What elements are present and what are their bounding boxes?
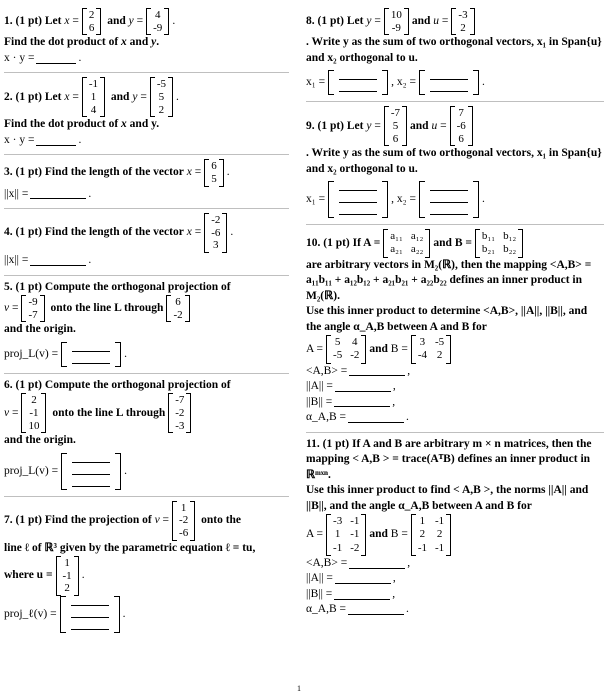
p4-answer-blank[interactable] <box>30 256 86 266</box>
problem-11: 11. (1 pt) If A and B are arbitrary m × n matrices, then the mapping < A,B > = trace(AᵀB) defines an inner product in ℝᵐˣⁿ. Use this inner product to find < A,B >, the norms ||A|| and ||B||, and the angle α_A,B between A and B for A = -3 -1 1 -1 -1 -2 and B = 1 -1 2 2 -1 -1 <A,B> = , ||A|| = , ||B|| = , α_A,B = . <box>306 432 604 624</box>
p2-label: 2. (1 pt) Let <box>4 90 62 103</box>
p4-x-vector: -2 -6 3 <box>204 213 227 253</box>
p3-x-vector: 6 5 <box>204 159 224 186</box>
p2-task: Find the dot product of <box>4 118 119 131</box>
p7-u-vector: 1 -1 2 <box>56 556 79 596</box>
p8-u-vector: -3 2 <box>451 8 474 35</box>
p11-a-matrix: -3 -1 1 -1 -1 -2 <box>326 514 366 556</box>
p9-label: 9. (1 pt) Let <box>306 119 364 132</box>
p3-label: 3. (1 pt) Find the length of the vector <box>4 166 184 179</box>
problem-4: 4. (1 pt) Find the length of the vector x = -2 -6 3 . ||x|| = . <box>4 208 289 274</box>
p5-label: 5. (1 pt) Compute the orthogonal projection of <box>4 280 231 293</box>
p5-answer-label: proj_L(v) = <box>4 347 59 360</box>
p1-y-vector: 4 -9 <box>146 8 169 35</box>
p7-answer-label: proj_ℓ(v) = <box>4 607 57 620</box>
p5-answer-vector[interactable] <box>61 342 121 367</box>
problem-9: 9. (1 pt) Let y = -7 5 6 and u = 7 -6 6 . Write y as the sum of two orthogonal vectors, x₁ in Span{u} and x₂ orthogonal to u. x₁ = , x₂ = . <box>306 101 604 224</box>
p3-answer-blank[interactable] <box>30 189 86 199</box>
problem-5: 5. (1 pt) Compute the orthogonal projection of v = -9 -7 onto the line L through 6 -2 and the origin. proj_L(v) = . <box>4 275 289 373</box>
p7-answer-vector[interactable] <box>60 596 120 633</box>
p11-norm-b-blank[interactable] <box>334 590 390 600</box>
p11-ip-blank[interactable] <box>349 559 405 569</box>
p10-a-general: a₁₁ a₁₂ a₂₁ a₂₂ <box>383 229 430 257</box>
p8-x1-label: x₁ = <box>306 76 326 89</box>
p11-ip-label: <A,B> = <box>306 556 348 569</box>
p1-answer-blank[interactable] <box>36 54 76 64</box>
p7-label: 7. (1 pt) Find the projection of <box>4 513 152 526</box>
p6-end: and the origin. <box>4 434 76 447</box>
p11-angle-label: α_A,B = <box>306 603 346 616</box>
p9-x2-label: , x₂ = <box>391 193 416 205</box>
p10-text1: are arbitrary vectors in M₂(ℝ), then the mapping <A,B> = a₁₁b₁₁ + a₁₂b₁₂ + a₂₁b₂₁ + a₂₂b₂₂ defines an inner product in M₂(ℝ). <box>306 258 592 302</box>
p6-w-vector: -7 -2 -3 <box>168 393 191 433</box>
p11-b-matrix: 1 -1 2 2 -1 -1 <box>411 514 451 556</box>
p5-v-vector: -9 -7 <box>21 295 44 322</box>
p8-x2-answer[interactable] <box>419 70 479 95</box>
p4-answer-label: ||x|| = <box>4 253 29 266</box>
p1-label: 1. (1 pt) Let <box>4 14 62 27</box>
p1-task: Find the dot product of <box>4 36 119 49</box>
p9-x1-label: x₁ = <box>306 193 326 205</box>
p1-answer-label: x · y = <box>4 51 35 64</box>
p11-norm-b-label: ||B|| = <box>306 587 333 600</box>
p11-text2: Use this inner product to find < A,B >, the norms ||A|| and ||B||, and the angle α_A,B between A and B for <box>306 484 589 512</box>
p5-end: and the origin. <box>4 323 76 336</box>
p9-u-vector: 7 -6 6 <box>450 106 473 146</box>
p6-mid: onto the line L through <box>52 406 166 419</box>
p9-x2-answer[interactable] <box>419 181 479 218</box>
page-number: 1 <box>297 684 301 693</box>
p7-line: line ℓ of ℝ³ given by the parametric equation ℓ = tu, <box>4 541 256 554</box>
p7-mid: onto the <box>201 513 242 526</box>
p7-v-vector: 1 -2 -6 <box>172 501 195 541</box>
p11-norm-a-blank[interactable] <box>335 574 391 584</box>
p10-angle-blank[interactable] <box>348 413 404 423</box>
p2-y-vector: -5 5 2 <box>150 77 173 117</box>
p6-label: 6. (1 pt) Compute the orthogonal projection of <box>4 378 231 391</box>
p10-ip-label: <A,B> = <box>306 364 348 377</box>
p4-label: 4. (1 pt) Find the length of the vector <box>4 226 184 239</box>
p10-norm-a-blank[interactable] <box>335 382 391 392</box>
p8-y-vector: 10 -9 <box>384 8 409 35</box>
p10-and-b: and B = <box>433 236 472 249</box>
p1-x-vector: 2 6 <box>82 8 102 35</box>
p6-answer-label: proj_L(v) = <box>4 464 59 477</box>
p10-b-matrix: 3 -5 -4 2 <box>411 335 451 363</box>
left-column <box>4 4 289 639</box>
p9-x1-answer[interactable] <box>328 181 388 218</box>
p9-text: . Write y as the sum of two orthogonal vectors, x₁ in Span{u} and x₂ orthogonal to u. <box>306 147 602 175</box>
p10-b-general: b₁₁ b₁₂ b₂₁ b₂₂ <box>475 229 523 257</box>
p10-angle-label: α_A,B = <box>306 411 346 424</box>
p2-answer-blank[interactable] <box>36 136 76 146</box>
problem-6: 6. (1 pt) Compute the orthogonal projection of v = 2 -1 10 onto the line L through -7 -2 -3 and the origin. proj_L(v) = . <box>4 373 289 496</box>
p10-norm-b-blank[interactable] <box>334 397 390 407</box>
p10-text2: Use this inner product to determine <A,B>, ||A||, ||B||, and the angle α_A,B between A and B for <box>306 305 588 333</box>
p6-answer-vector[interactable] <box>61 453 121 490</box>
p10-a-matrix: 5 4 -5 -2 <box>326 335 366 363</box>
problem-1: 1. (1 pt) Let x = 2 6 and y = 4 -9 . Find the dot product of x and y. x · y = . <box>4 4 289 72</box>
p8-x2-label: , x₂ = <box>391 76 416 89</box>
problem-10: 10. (1 pt) If A = a₁₁ a₁₂ a₂₁ a₂₂ and B = b₁₁ b₁₂ b₂₁ b₂₂ are arbitrary vectors in M₂(ℝ), then the mapping <A,B> = a₁₁b₁₁ + a₁₂b₁₂ + a₂₁b₂₁ + a₂₂b₂₂ defines an inner product in M₂(ℝ). Use this inner product to determine <A,B>, ||A||, ||B||, and the angle α_A,B between A and B for A = 5 4 -5 -2 and B = 3 -5 -4 2 <A,B> = , ||A|| = , ||B|| = , α_A,B = . <box>306 224 604 431</box>
right-column <box>306 4 604 624</box>
p10-label: 10. (1 pt) If A = <box>306 236 381 249</box>
p8-label: 8. (1 pt) Let <box>306 14 364 27</box>
p3-answer-label: ||x|| = <box>4 187 29 200</box>
problem-3: 3. (1 pt) Find the length of the vector x = 6 5 . ||x|| = . <box>4 154 289 208</box>
problem-7: 7. (1 pt) Find the projection of v = 1 -2 -6 onto the line ℓ of ℝ³ given by the parametric equation ℓ = tu, where u = 1 -1 2 . proj_ℓ(v) = . <box>4 496 289 639</box>
p6-v-vector: 2 -1 10 <box>21 393 46 433</box>
p7-where: where u = <box>4 569 53 582</box>
p10-ip-blank[interactable] <box>349 366 405 376</box>
p8-x1-answer[interactable] <box>328 70 388 95</box>
problem-8: 8. (1 pt) Let y = 10 -9 and u = -3 2 . Write y as the sum of two orthogonal vectors, x₁ in Span{u} and x₂ orthogonal to u. x₁ = , x₂ = . <box>306 4 604 101</box>
p11-label: 11. (1 pt) If A and B are arbitrary m × n matrices, then the mapping < A,B > = trace(AᵀB) defines an inner product in ℝᵐˣⁿ. <box>306 437 592 481</box>
problem-2: 2. (1 pt) Let x = -1 1 4 and y = -5 5 2 . Find the dot product of x and y. x · y = . <box>4 72 289 154</box>
p10-norm-b-label: ||B|| = <box>306 395 333 408</box>
p2-x-vector: -1 1 4 <box>82 77 105 117</box>
p11-angle-blank[interactable] <box>348 605 404 615</box>
p8-text: . Write y as the sum of two orthogonal vectors, x₁ in Span{u} and x₂ orthogonal to u. <box>306 36 602 64</box>
p5-w-vector: 6 -2 <box>166 295 189 322</box>
p10-norm-a-label: ||A|| = <box>306 380 333 393</box>
p2-answer-label: x · y = <box>4 133 35 146</box>
p5-mid: onto the line L through <box>50 301 164 314</box>
p11-norm-a-label: ||A|| = <box>306 572 333 585</box>
p9-y-vector: -7 5 6 <box>384 106 407 146</box>
